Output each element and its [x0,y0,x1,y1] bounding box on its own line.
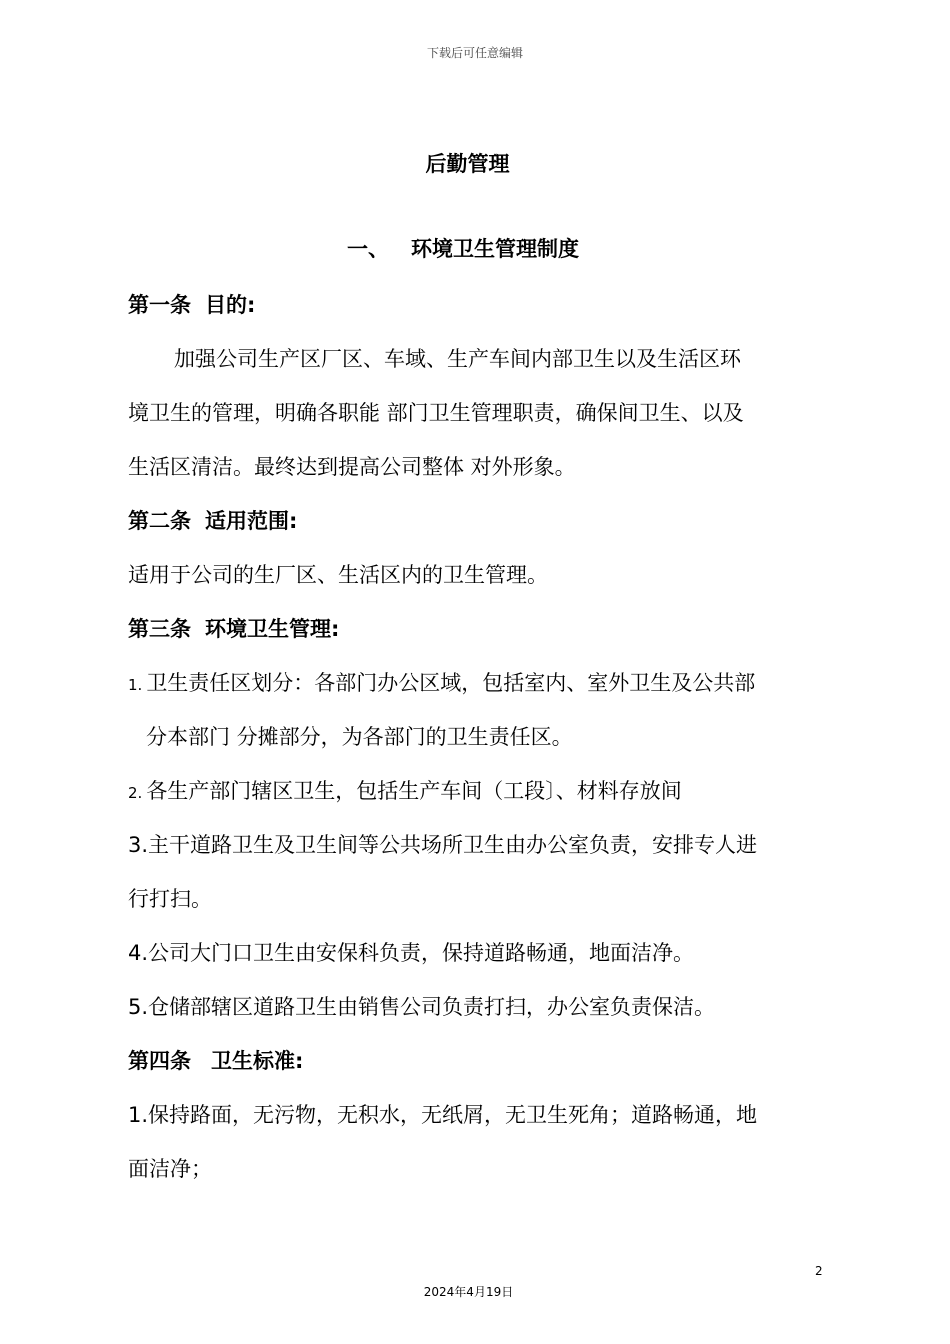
header-note: 下载后可任意编辑 [426,46,523,60]
section-title: 环境卫生管理制度 [411,237,579,261]
article-2-title: 适用范围: [205,509,298,533]
article-1-title: 目的: [205,293,256,317]
footer-date: 2024年4月19日 [423,1285,514,1299]
page-number: 2 [815,1264,823,1278]
article-4-item-1-cont: 面洁净； [128,1157,212,1181]
item-number: 1. [128,676,143,694]
article-3-heading [128,613,339,643]
section-number: 一、 [347,237,389,261]
article-1-line-1: 加强公司生产区厂区、车域、生产车间内部卫生以及生活区环 [174,347,741,371]
article-4-label: 第四条 [128,1049,191,1073]
section-heading [347,233,579,263]
article-4-title: 卫生标准: [211,1049,304,1073]
article-3-item-4: 4.公司大门口卫生由安保科负责，保持道路畅通，地面洁净。 [128,941,695,965]
article-4-heading [128,1045,303,1075]
article-3-label: 第三条 [128,617,191,641]
article-3-item-3: 3.主干道路卫生及卫生间等公共场所卫生由办公室负责，安排专人进 [128,833,758,857]
item-number: 2. [128,784,143,802]
article-3-item-5: 5.仓储部辖区道路卫生由销售公司负责打扫，办公室负责保洁。 [128,995,716,1019]
article-3-item-3-cont: 行打扫。 [128,887,212,911]
document-title: 后勤管理 [425,152,510,176]
article-2-heading [128,505,297,535]
article-1-label: 第一条 [128,293,191,317]
article-3-item-1-cont: 分本部门 分摊部分，为各部门的卫生责任区。 [146,725,573,749]
article-1-line-2: 境卫生的管理，明确各职能 部门卫生管理职责，确保间卫生、以及 [128,401,744,425]
article-2-text: 适用于公司的生厂区、生活区内的卫生管理。 [128,563,548,587]
article-2-label: 第二条 [128,509,191,533]
article-3-title: 环境卫生管理: [205,617,340,641]
item-text: 卫生责任区划分：各部门办公区域，包括室内、室外卫生及公共部 [146,671,756,695]
article-3-item-1 [128,667,755,697]
article-1-line-3: 生活区清洁。最终达到提高公司整体 对外形象。 [128,455,576,479]
article-4-item-1: 1.保持路面，无污物，无积水，无纸屑，无卫生死角；道路畅通，地 [128,1103,758,1127]
item-text: 各生产部门辖区卫生，包括生产车间（工段〕、材料存放间 [146,779,682,803]
article-3-item-2 [128,775,682,805]
article-1-heading [128,289,255,319]
